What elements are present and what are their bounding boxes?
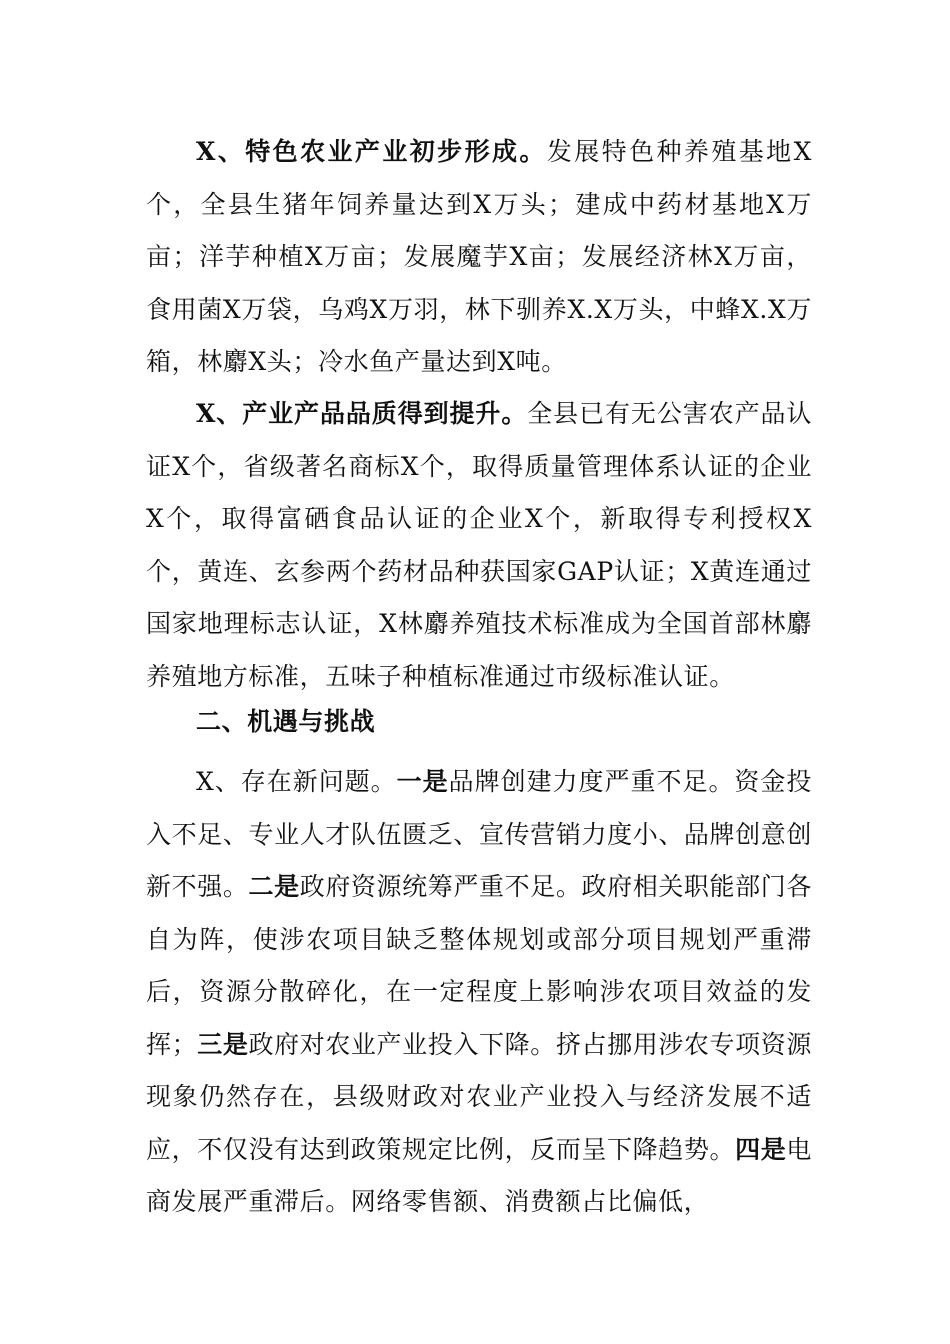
- problem-text: 电商发展严重滞后。网络零售额、消费额占比偏低，: [146, 1134, 812, 1216]
- problem-marker: 三是: [197, 1029, 249, 1059]
- problems-intro: X、存在新问题。: [196, 767, 397, 796]
- paragraph-new-problems: [146, 756, 812, 1229]
- problem-text: 品牌创建力度严重不足。资金投入不足、专业人才队伍匮乏、宣传营销力度小、品牌创意创新不强。: [146, 767, 812, 901]
- paragraph-body: 发展特色种养殖基地X个，全县生猪年饲养量达到X万头；建成中药材基地X万亩；洋芋种植X万亩；发展魔芋X亩；发展经济林X万亩，食用菌X万袋，乌鸡X万羽，林下驯养X.X万头，中蜂X.X万箱，林麝X头；冷水鱼产量达到X吨。: [146, 137, 812, 376]
- paragraph-body: 全县已有无公害农产品认证X个，省级著名商标X个，取得质量管理体系认证的企业X个，取得富硒食品认证的企业X个，新取得专利授权X个，黄连、玄参两个药材品种获国家GAP认证；X黄连通过国家地理标志认证，X林麝养殖技术标准成为全国首部林麝养殖地方标准，五味子种植标准通过市级标准认证。: [146, 399, 812, 691]
- problem-text: 政府资源统筹严重不足。政府相关职能部门各自为阵，使涉农项目缺乏整体规划或部分项目规划严重滞后，资源分散碎化，在一定程度上影响涉农项目效益的发挥；: [146, 872, 812, 1059]
- paragraph-lead: X、特色农业产业初步形成。: [196, 137, 547, 166]
- problem-marker: 一是: [396, 767, 449, 796]
- paragraph-lead: X、产业产品品质得到提升。: [196, 399, 528, 428]
- paragraph-product-quality: [146, 388, 812, 703]
- section-heading: 二、机遇与挑战: [196, 707, 376, 736]
- problem-text: 政府对农业产业投入下降。挤占挪用涉农专项资源现象仍然存在，县级财政对农业产业投入与经济发展不适应，不仅没有达到政策规定比例，反而呈下降趋势。: [146, 1029, 812, 1164]
- problem-marker: 四是: [735, 1134, 787, 1164]
- paragraph-specialty-agriculture: [146, 126, 812, 389]
- problem-marker: 二是: [248, 872, 300, 901]
